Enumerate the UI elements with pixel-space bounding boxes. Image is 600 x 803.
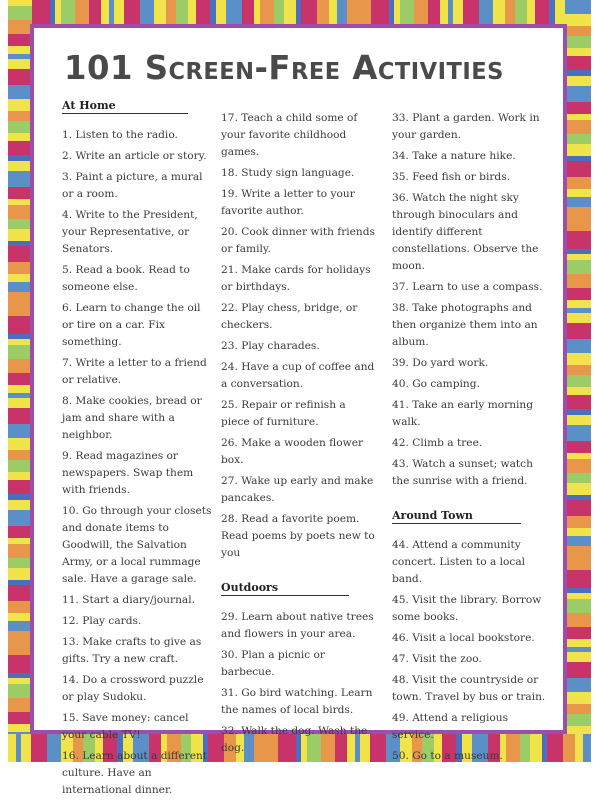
list-item: 8. Make cookies, bread or jam and share with a neighbor. [62, 395, 202, 441]
list-item: 50. Go to a museum. [392, 750, 503, 762]
list-item: 35. Feed fish or birds. [392, 171, 510, 183]
list-item: 45. Visit the library. Borrow some books. [392, 594, 542, 623]
section-heading: Around Town [392, 509, 521, 524]
outdoors-list [221, 609, 376, 757]
list-item: 2. Write an article or story. [62, 150, 207, 162]
list-item: 42. Climb a tree. [392, 437, 483, 449]
at-home-list-continued [221, 110, 376, 562]
list-item: 25. Repair or refinish a piece of furniture. [221, 399, 346, 428]
list-item: 6. Learn to change the oil or tire on a car. Fix something. [62, 302, 201, 348]
list-item: 27. Wake up early and make pancakes. [221, 475, 374, 504]
list-item: 39. Do yard work. [392, 357, 489, 369]
page-content [26, 28, 555, 796]
list-item: 47. Visit the zoo. [392, 653, 482, 665]
column-3 [392, 110, 552, 769]
list-item: 49. Attend a religious service. [392, 712, 509, 741]
list-item: 37. Learn to use a compass. [392, 281, 543, 293]
list-item: 12. Play cards. [62, 615, 142, 627]
list-item: 36. Watch the night sky through binoculars and identify different constellations. Observe the moon. [392, 192, 539, 272]
section-heading-outdoors [221, 580, 376, 602]
list-item: 32. Walk the dog. Wash the dog. [221, 725, 368, 754]
list-item: 28. Read a favorite poem. Read poems by poets new to you [221, 513, 375, 559]
list-item: 34. Take a nature hike. [392, 150, 516, 162]
list-item: 5. Read a book. Read to someone else. [62, 264, 190, 293]
list-item: 14. Do a crossword puzzle or play Sudoku. [62, 674, 204, 703]
list-item: 1. Listen to the radio. [62, 129, 178, 141]
list-item: 44. Attend a community concert. Listen to a local band. [392, 539, 526, 585]
list-item: 40. Go camping. [392, 378, 480, 390]
list-item: 29. Learn about native trees and flowers in your area. [221, 611, 374, 640]
border-top-stripes [8, 0, 591, 26]
around-town-list [392, 537, 552, 765]
list-item: 11. Start a diary/journal. [62, 594, 195, 606]
list-item: 20. Cook dinner with friends or family. [221, 226, 375, 255]
list-item: 33. Plant a garden. Work in your garden. [392, 112, 540, 141]
list-item: 43. Watch a sunset; watch the sunrise with a friend. [392, 458, 533, 487]
outdoors-list-continued [392, 110, 552, 490]
list-item: 9. Read magazines or newspapers. Swap them with friends. [62, 450, 194, 496]
section-heading-around-town [392, 508, 552, 530]
list-item: 48. Visit the countryside or town. Travel by bus or train. [392, 674, 546, 703]
section-heading: At Home [62, 99, 188, 114]
list-item: 15. Save money: cancel your cable TV! [62, 712, 189, 741]
border-right-stripes [565, 0, 591, 762]
list-item: 26. Make a wooden flower box. [221, 437, 364, 466]
at-home-list [62, 127, 212, 799]
list-item: 4. Write to the President, your Representative, or Senators. [62, 209, 198, 255]
list-item: 31. Go bird watching. Learn the names of local birds. [221, 687, 373, 716]
column-2 [221, 110, 376, 761]
list-item: 38. Take photographs and then organize them into an album. [392, 302, 538, 348]
list-item: 10. Go through your closets and donate items to Goodwill, the Salvation Army, or a local rummage sale. Have a garage sale. [62, 505, 212, 585]
list-item: 24. Have a cup of coffee and a conversation. [221, 361, 375, 390]
list-item: 46. Visit a local bookstore. [392, 632, 535, 644]
list-item: 17. Teach a child some of your favorite childhood games. [221, 112, 358, 158]
list-item: 18. Study sign language. [221, 167, 355, 179]
list-item: 19. Write a letter to your favorite author. [221, 188, 355, 217]
list-item: 23. Play charades. [221, 340, 320, 352]
list-item: 22. Play chess, bridge, or checkers. [221, 302, 358, 331]
list-item: 3. Paint a picture, a mural or a room. [62, 171, 203, 200]
section-heading-at-home [62, 98, 212, 120]
list-item: 13. Make crafts to give as gifts. Try a new craft. [62, 636, 202, 665]
page-title: 101 Screen-Free Activities [64, 48, 504, 87]
section-heading: Outdoors [221, 581, 349, 596]
list-item: 21. Make cards for holidays or birthdays. [221, 264, 371, 293]
list-item: 16. Learn about a different culture. Have an international dinner. [62, 750, 208, 796]
column-1 [62, 98, 212, 803]
list-item: 41. Take an early morning walk. [392, 399, 534, 428]
list-item: 30. Plan a picnic or barbecue. [221, 649, 325, 678]
list-item: 7. Write a letter to a friend or relative. [62, 357, 207, 386]
